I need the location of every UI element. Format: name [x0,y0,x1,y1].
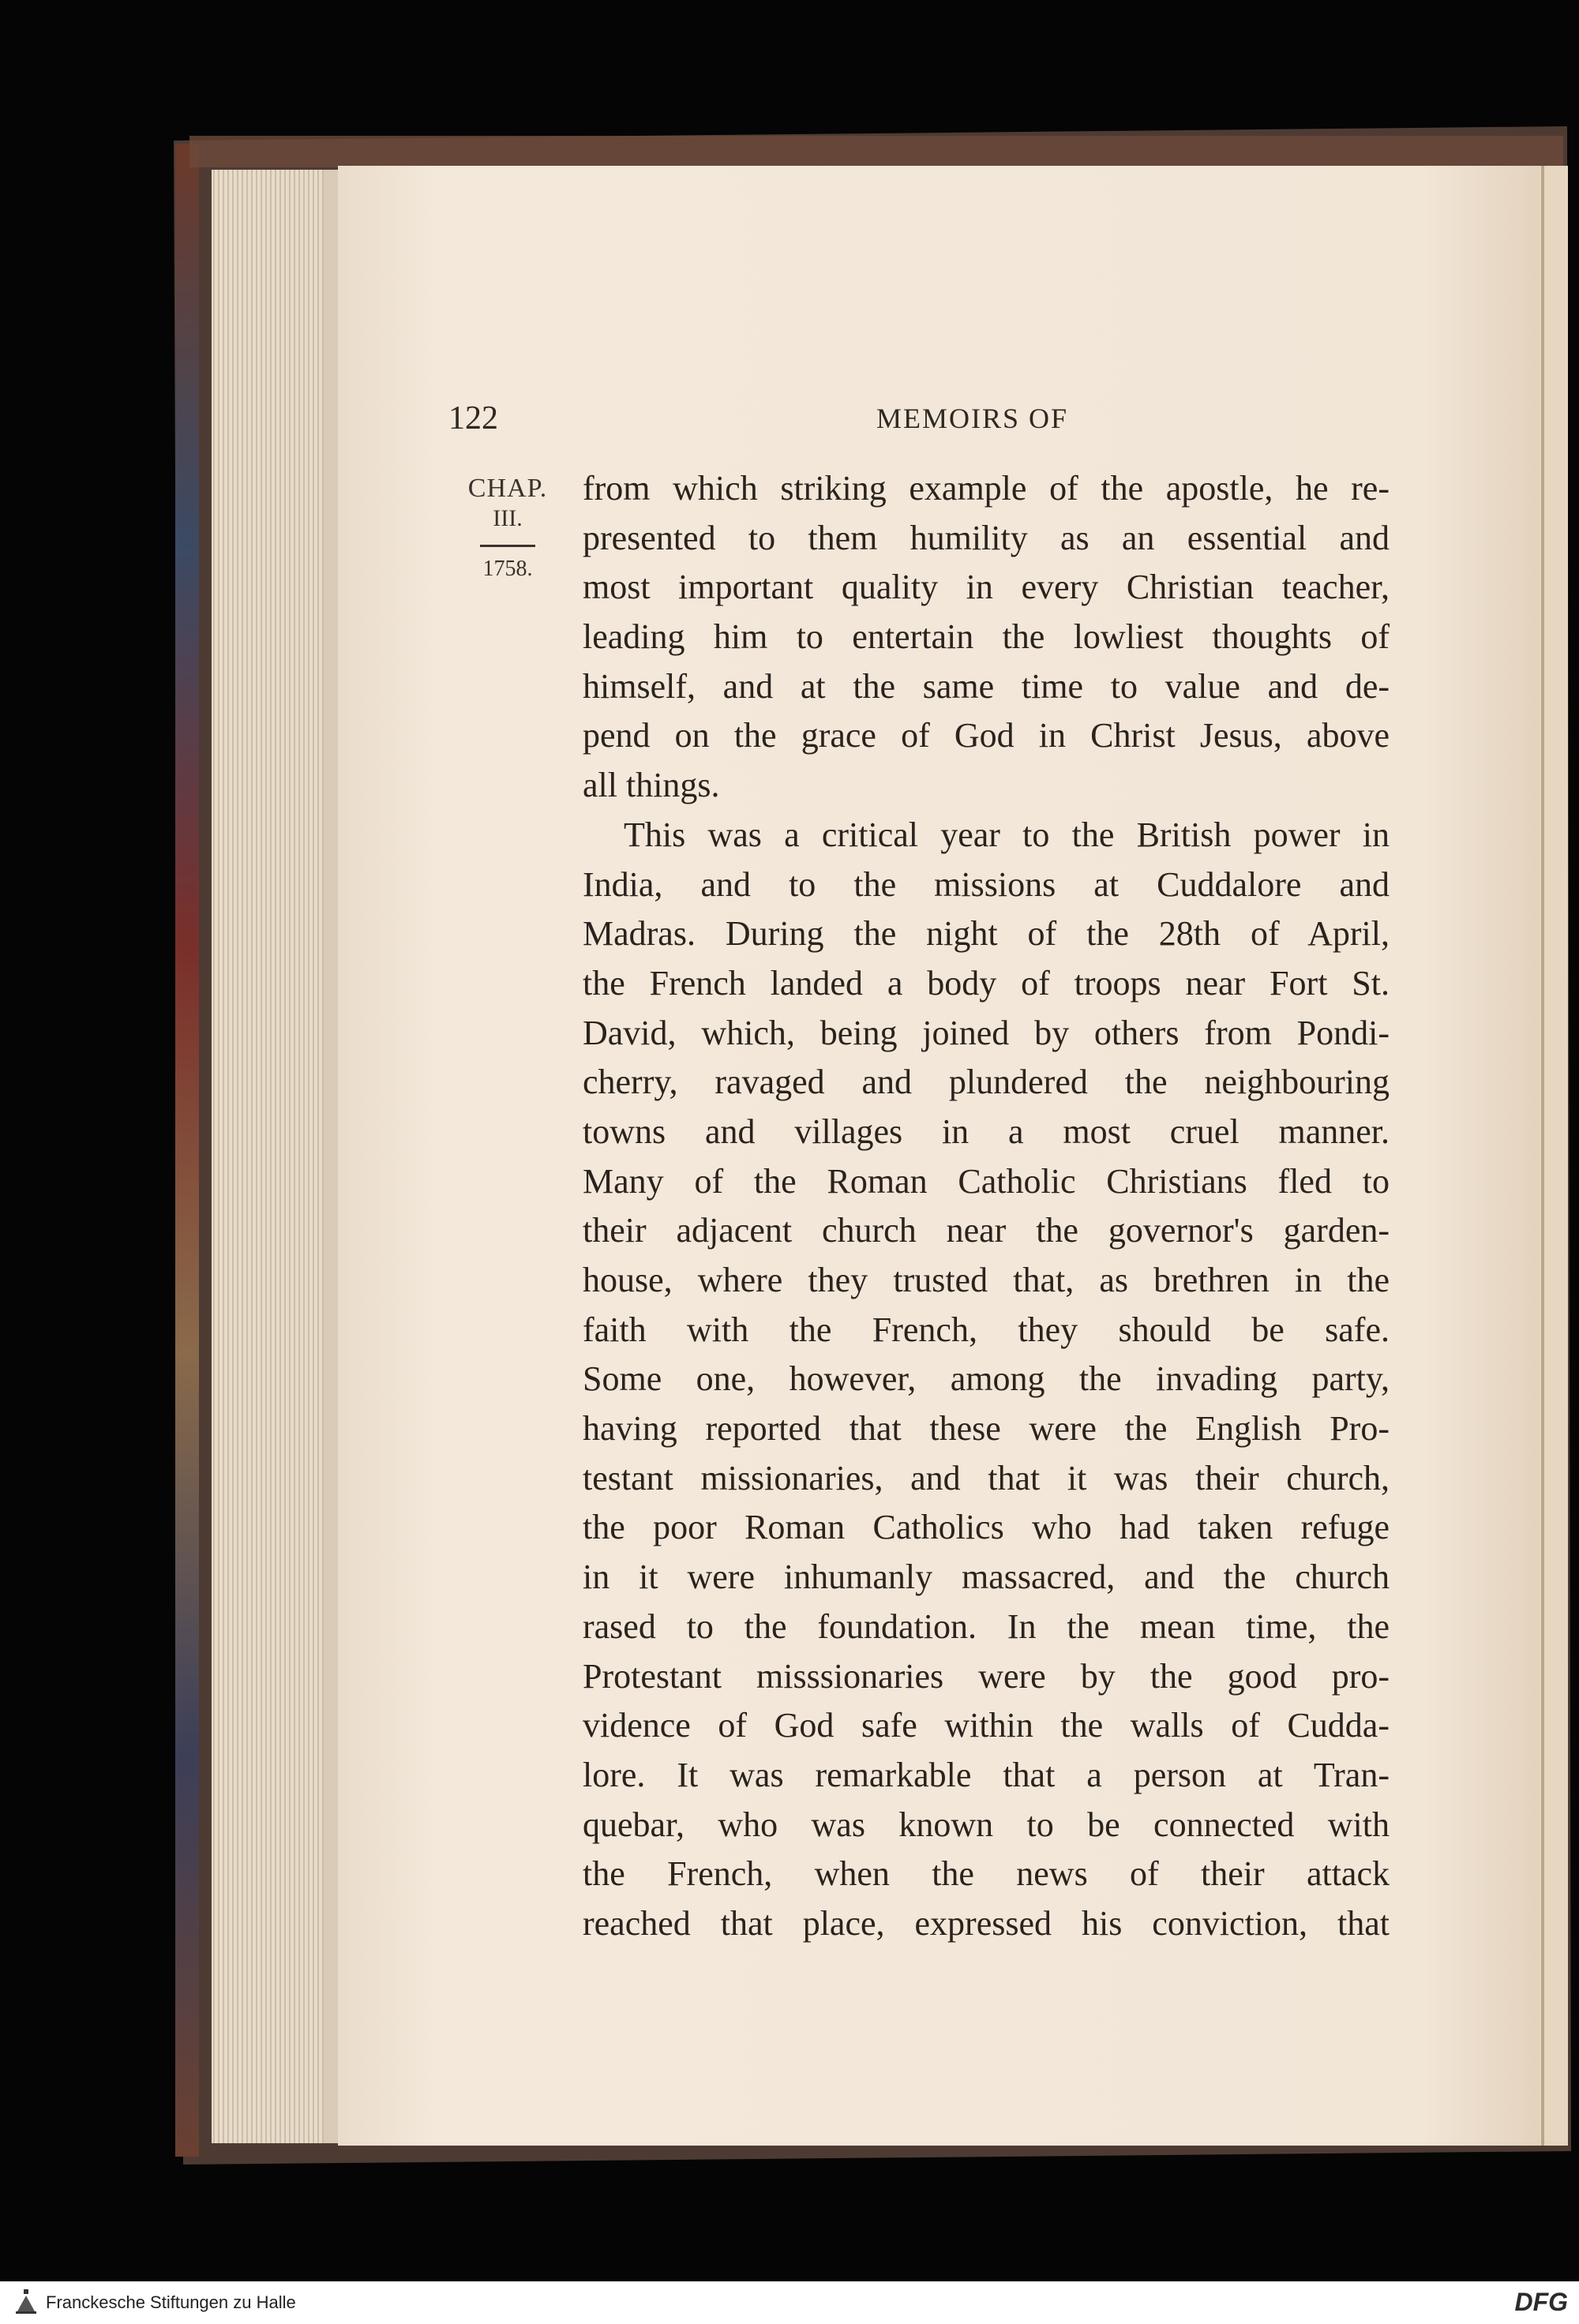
text-line: Madras. During the night of the 28th of April, [583,914,1390,954]
library-name: Franckesche Stiftungen zu Halle [46,2292,296,2312]
text-line: rased to the foundation. In the mean time, the [583,1606,1390,1646]
text-line: This was a critical year to the British power in [624,815,1390,854]
text-line: Protestant misssionaries were by the good pro- [583,1656,1390,1696]
text-line: Many of the Roman Catholic Christians fled to [583,1161,1390,1201]
text-line: lore. It was remarkable that a person at Tran- [583,1755,1390,1794]
text-line: vidence of God safe within the walls of Cudda- [583,1706,1390,1745]
page-number: 122 [448,400,498,437]
running-title: MEMOIRS OF [876,403,1069,434]
text-line: the French, when the news of their attack [583,1854,1390,1894]
text-line: faith with the French, they should be safe. [583,1310,1390,1349]
text-line: their adjacent church near the governor's garden- [583,1211,1390,1250]
margin-year: 1758. [482,557,533,581]
body-text [583,464,1390,1949]
text-line: leading him to entertain the lowliest thoughts of [583,617,1390,657]
text-line: from which striking example of the apostle, he re- [583,469,1390,508]
text-line: cherry, ravaged and plundered the neighbouring [583,1063,1390,1102]
text-line: presented to them humility as an essential and [583,518,1390,557]
margin-rule [480,545,535,547]
page-block-edges [212,170,330,2143]
dfg-logo: DFG [1514,2288,1568,2316]
text-line: house, where they trusted that, as brethren in the [583,1261,1390,1299]
text-line: the French landed a body of troops near Fort St. [583,963,1390,1003]
text-line: having reported that these were the English Pro- [583,1409,1390,1449]
text-line: pend on the grace of God in Christ Jesus, above [583,716,1390,755]
text-line: Some one, however, among the invading party, [583,1359,1390,1399]
margin-chapter-number: III. [493,505,523,531]
text-line: the poor Roman Catholics who had taken refuge [583,1508,1390,1547]
library-logo-icon [13,2288,39,2318]
text-line: quebar, who was known to be connected with [583,1805,1390,1844]
marbled-edge [175,144,199,2157]
margin-chapter-label: CHAP. [467,474,548,503]
text-line: India, and to the missions at Cuddalore and [583,864,1390,904]
text-line: in it were inhumanly massacred, and the church [583,1557,1390,1597]
text-line: reached that place, expressed his conviction, that [583,1903,1390,1943]
text-line: testant missionaries, and that it was their church, [583,1458,1390,1497]
text-line: towns and villages in a most cruel manner. [583,1111,1390,1151]
text-line: all things. [583,766,720,805]
text-line: most important quality in every Christian teacher, [583,568,1390,607]
footer-bar [0,2281,1579,2324]
text-line: David, which, being joined by others from Pondi- [583,1013,1390,1052]
text-line: himself, and at the same time to value and de- [583,666,1390,706]
